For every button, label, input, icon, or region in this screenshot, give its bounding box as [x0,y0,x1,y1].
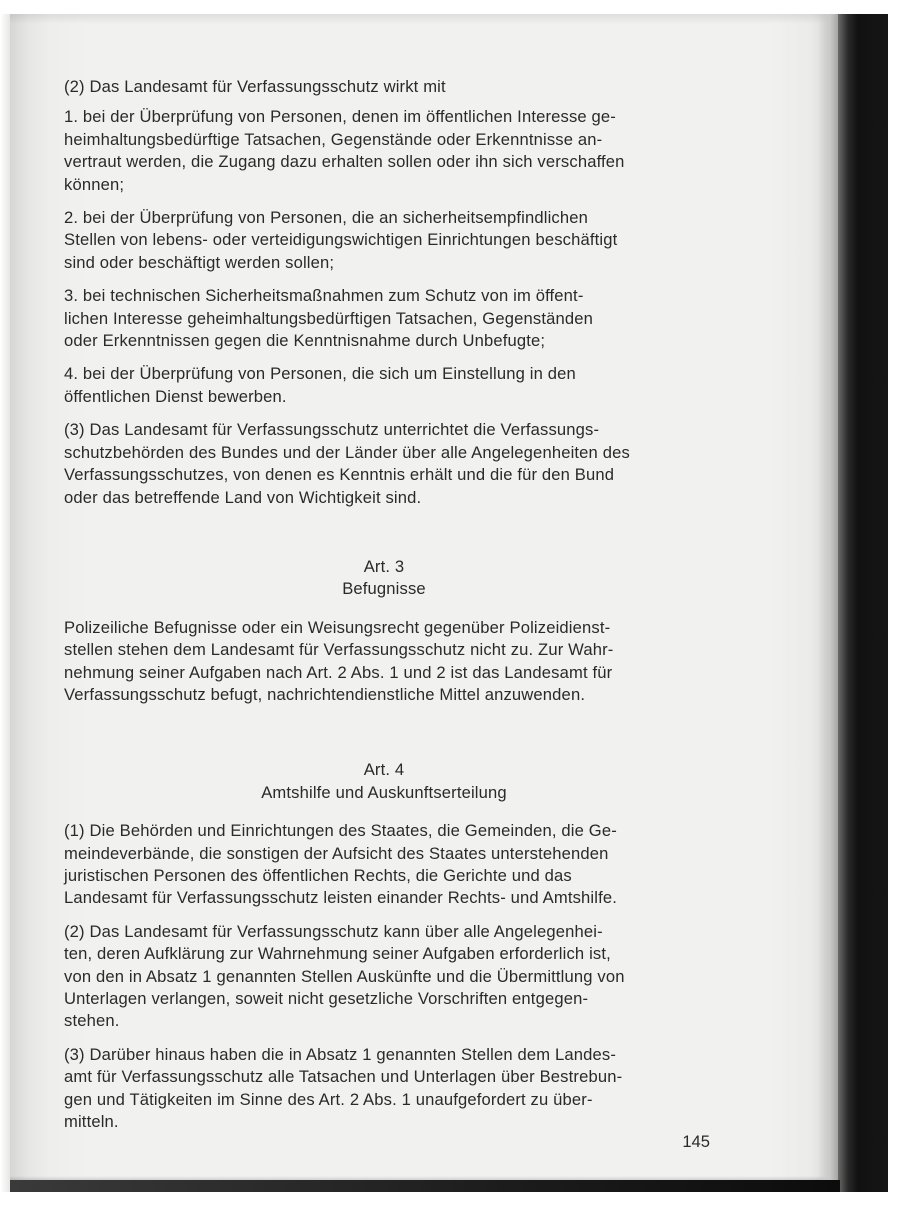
art3-text: Polizeiliche Befugnisse oder ein Weisungsrecht gegenüber Polizeidienst- stellen stehen dem Landesamt für Verfassungsschutz nicht zu. Zur Wahr- nehmung seiner Aufgaben nach Art. 2 Abs. 1 und 2 ist das Landesamt für Verfassungsschutz befugt, nachrichtendienstliche Mittel anzuwenden. [64,617,614,704]
art4-para1: (1) Die Behörden und Einrichtungen des Staates, die Gemeinden, die Ge- meindeverbände, die sonstigen der Aufsicht des Staates unterstehenden juristischen Personen des öffentlichen Rechts, die Gerichte und das Landesamt für Verfassungsschutz leisten einander Rechts- und Amtshilfe. [64,821,618,908]
art4-number: Art. 4 [363,760,405,780]
art3-title: Befugnisse [342,579,426,599]
art4-para2: (2) Das Landesamt für Verfassungsschutz kann über alle Angelegenhei- ten, deren Aufklärung zur Wahrnehmung seiner Aufgaben erforderlich ist, von den in Absatz 1 genannten Stellen Auskünfte und die Übermittlung von Unterlagen verlangen, soweit nicht gesetzliche Vorschriften entgegen- stehen. [64,921,625,1031]
art4-para3: (3) Darüber hinaus haben die in Absatz 1 genannten Stellen dem Landes- amt für Verfassungsschutz alle Tatsachen und Unterlagen über Bestrebun- gen und Tätigkeiten im Sinne des Art. 2 Abs. 1 unaufgefordert zu über- mitteln. [64,1044,623,1132]
art3-number: Art. 3 [363,556,405,576]
art3-heading [64,556,700,601]
art2-para2-intro: (2) Das Landesamt für Verfassungsschutz wirkt mit [64,77,446,96]
page-number: 145 [682,1132,710,1151]
book-spine [838,14,888,1192]
art2-para3: (3) Das Landesamt für Verfassungsschutz unterrichtet die Verfassungs- schutzbehörden des Bundes und der Länder über alle Angelegenheiten des Verfassungsschutzes, von denen es Kenntnis erhält und die für den Bund oder das betreffende Land von Wichtigkeit sind. [64,420,630,507]
art4-title: Amtshilfe und Auskunftserteilung [261,782,507,802]
page-top-shadow [10,14,840,24]
art2-item-1: 1. bei der Überprüfung von Personen, denen im öffentlichen Interesse ge- heimhaltungsbedürftige Tatsachen, Gegenstände oder Erkenntnisse an- vertraut werden, die Zugang dazu erhalten sollen oder ihn sich verschaffen können; [64,107,625,194]
art2-item-2: 2. bei der Überprüfung von Personen, die an sicherheitsempfindlichen Stellen von lebens- oder verteidigungswichtigen Einrichtungen beschäftigt sind oder beschäftigt werden sollen; [64,208,618,272]
page-bottom-edge [10,1180,840,1192]
art2-item-4: 4. bei der Überprüfung von Personen, die sich um Einstellung in den öffentlichen Dienst bewerben. [64,364,576,406]
art4-heading [64,759,700,804]
page-curl-shadow [818,14,840,1192]
art2-item-3: 3. bei technischen Sicherheitsmaßnahmen zum Schutz von im öffent- lichen Interesse geheimhaltungsbedürftigen Tatsachen, Gegenständen oder Erkenntnissen gegen die Kenntnisnahme durch Unbefugte; [64,286,593,351]
page-text [64,76,700,1144]
